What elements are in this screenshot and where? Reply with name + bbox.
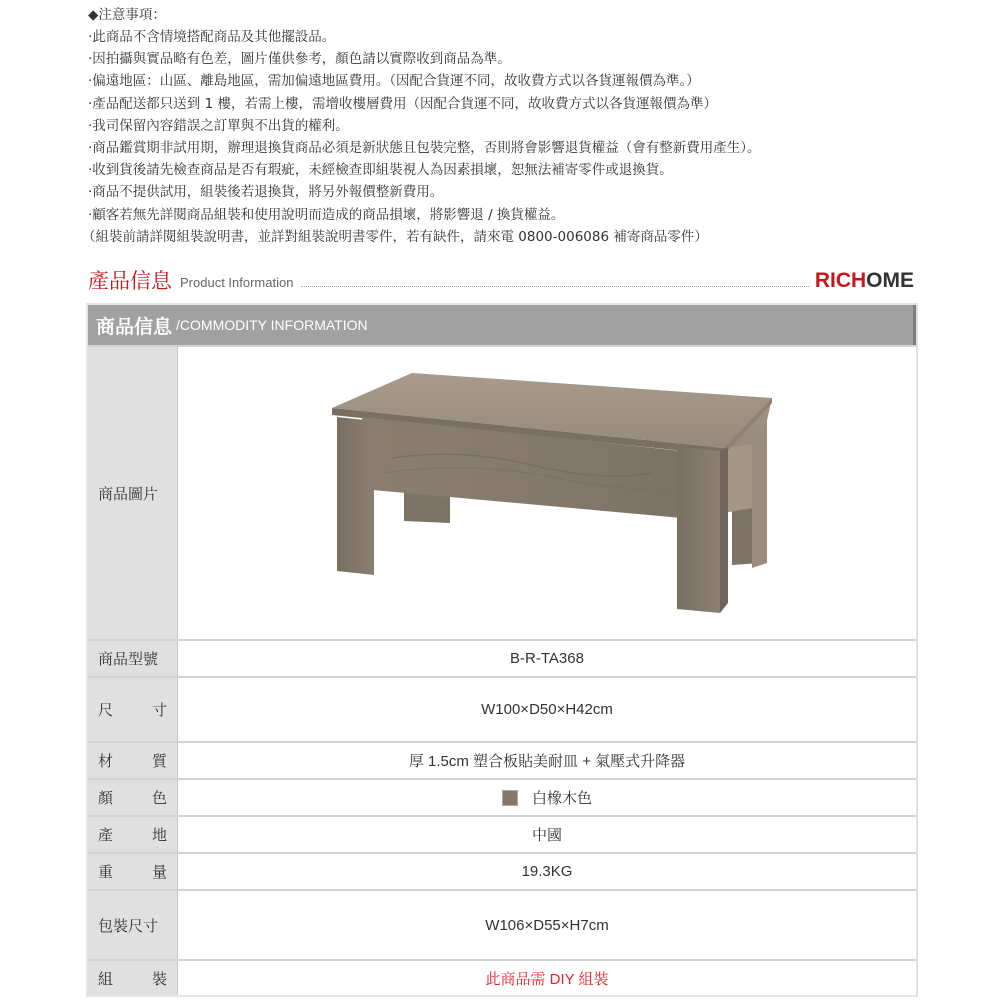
row-label: 商品圖片 [88, 347, 178, 639]
model-value: B-R-TA368 [510, 650, 584, 667]
row-package-size [88, 889, 916, 959]
row-label: 顏 色 [88, 780, 178, 815]
row-origin [88, 815, 916, 852]
commodity-info-table [86, 303, 918, 997]
weight-value: 19.3KG [521, 863, 573, 880]
section-title-en: Product Information [180, 275, 294, 290]
notice-section [82, 4, 968, 248]
color-swatch [502, 790, 518, 806]
package-size-value: W106×D55×H7cm [485, 916, 609, 934]
table-header-cn: 商品信息 [96, 315, 173, 338]
row-label: 包裝尺寸 [88, 891, 178, 959]
size-value: W100×D50×H42cm [481, 701, 613, 718]
notice-item: ‧產品配送都只送到 1 樓，若需上樓，需增收樓層費用（因配合貨運不同，故收費方式以各貨運報價為準） [88, 95, 717, 112]
row-label: 重 量 [88, 854, 178, 889]
product-image-cell [178, 347, 916, 639]
row-model [88, 639, 916, 676]
row-label: 組 裝 [88, 961, 178, 995]
notice-footer: （組裝前請詳閱組裝說明書，並詳對組裝說明書零件，若有缺件，請來電 0800-006086 補寄商品零件） [82, 228, 708, 245]
notice-item: ‧顧客若無先詳閱商品組裝和使用說明而造成的商品損壞，將影響退 / 換貨權益。 [88, 206, 565, 223]
notice-item: ‧我司保留內容錯誤之訂單與不出貨的權利。 [88, 117, 349, 134]
row-assembly [88, 959, 916, 995]
table-header-en: /COMMODITY INFORMATION [176, 317, 368, 333]
product-image-coffee-table [312, 373, 782, 613]
color-value-cell [178, 780, 916, 815]
notice-title: ◆注意事項： [88, 7, 166, 23]
row-label: 商品型號 [88, 641, 178, 676]
row-label: 材 質 [88, 743, 178, 778]
brand-logo-rich: RICH [814, 269, 867, 292]
notice-item: ‧收到貨後請先檢查商品是否有瑕疵，未經檢查即組裝視人為因素損壞，恕無法補寄零件或退換貨。 [88, 162, 673, 179]
origin-value: 中國 [531, 827, 562, 844]
dotted-divider [301, 286, 808, 287]
notice-item: ‧商品鑑賞期非試用期，辦理退換貨商品必須是新狀態且包裝完整，否則將會影響退貨權益（會有整新費用產生）。 [88, 139, 761, 156]
section-title-cn: 產品信息 [88, 269, 172, 293]
table-header [88, 305, 916, 345]
row-product-image [88, 345, 916, 639]
product-info-heading [88, 262, 914, 296]
assembly-value: 此商品需 DIY 組裝 [485, 970, 609, 988]
row-color [88, 778, 916, 815]
notice-item: ‧偏遠地區：山區、離島地區，需加偏遠地區費用。（因配合貨運不同，故收費方式以各貨運報價為準。） [88, 73, 700, 90]
row-size [88, 676, 916, 741]
brand-logo [815, 266, 914, 296]
notice-item: ‧此商品不含情境搭配商品及其他擺設品。 [88, 29, 336, 45]
row-label: 尺 寸 [88, 678, 178, 741]
color-value: 白橡木色 [531, 790, 592, 807]
notice-item: ‧因拍攝與實品略有色差，圖片僅供參考，顏色請以實際收到商品為準。 [88, 51, 511, 68]
row-material [88, 741, 916, 778]
material-value: 厚 1.5cm 塑合板貼美耐皿 + 氣壓式升降器 [408, 753, 686, 770]
brand-logo-ome: OME [866, 269, 914, 292]
row-weight [88, 852, 916, 889]
notice-item: ‧商品不提供試用，組裝後若退換貨，將另外報價整新費用。 [88, 184, 444, 201]
row-label: 產 地 [88, 817, 178, 852]
